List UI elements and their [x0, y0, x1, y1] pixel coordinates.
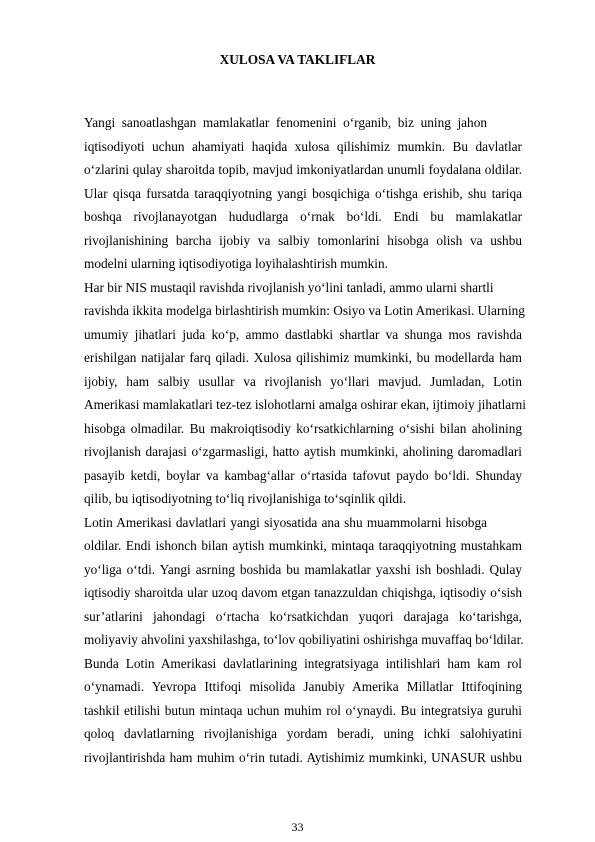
- text-line: ijobiy, ham salbiy usullar va rivojlanish yo‘llari mavjud. Jumladan, Lotin: [84, 373, 522, 389]
- paragraph-2: [84, 276, 526, 511]
- text-line: Lotin Amerikasi davlatlari yangi siyosatida ana shu muammolarni hisobga: [84, 514, 487, 530]
- text-line: Har bir NIS mustaqil ravishda rivojlanish yo‘lini tanladi, ammo ularni shartli: [84, 279, 494, 295]
- text-line: o‘zlarini qulay sharoitda topib, mavjud imkoniyatlardan unumli foydalana oldilar.: [84, 162, 522, 177]
- text-line: rivojlanishining barcha ijobiy va salbiy tomonlarini hisobga olish va ushbu: [84, 232, 522, 248]
- text-line: sur’atlarini jahondagi o‘rtacha ko‘rsatkichdan yuqori darajaga ko‘tarishga,: [84, 608, 522, 624]
- text-line: o‘ynamadi. Yevropa Ittifoqi misolida Janubiy Amerika Millatlar Ittifoqining: [84, 679, 522, 694]
- text-line: erishilgan natijalar farq qiladi. Xulosa qilishimiz mumkinki, bu modellarda ham: [84, 350, 522, 365]
- text-line: iqtisodiyoti uchun ahamiyati haqida xulosa qilishimiz mumkin. Bu davlatlar: [84, 138, 522, 154]
- text-line: pasayib ketdi, boylar va kambag‘allar o‘rtasida tafovut paydo bo‘ldi. Shunday: [84, 467, 522, 483]
- text-line: qoloq davlatlarning rivojlanishiga yordam beradi, uning ichki salohiyatini: [84, 726, 522, 741]
- text-line: ravishda ikkita modelga birlashtirish mumkin: Osiyo va Lotin Amerikasi. Ularning: [84, 303, 525, 318]
- body-text: [84, 111, 526, 769]
- text-line: umumiy jihatlari juda ko‘p, ammo dastlabki shartlar va shunga mos ravishda: [84, 326, 522, 342]
- text-line: hisobga olmadilar. Bu makroiqtisodiy ko‘rsatkichlarning o‘sishi bilan aholining: [84, 420, 522, 436]
- paragraph-1: [84, 111, 522, 276]
- text-line: modelni ularning iqtisodiyotiga loyihalashtirish mumkin.: [84, 256, 388, 271]
- text-line: boshqa rivojlanayotgan hududlarga o‘rnak bo‘ldi. Endi bu mamlakatlar: [84, 209, 522, 224]
- text-line: rivojlantirishda ham muhim o‘rin tutadi. Aytishimiz mumkinki, UNASUR ushbu: [84, 749, 522, 765]
- text-line: yo‘liga o‘tdi. Yangi asrning boshida bu mamlakatlar yaxshi ish boshladi. Qulay: [84, 561, 522, 577]
- page-number: 33: [291, 820, 304, 834]
- text-line: qilib, bu iqtisodiyotning to‘liq rivojlanishiga to‘sqinlik qildi.: [84, 491, 407, 506]
- text-line: Ular qisqa fursatda taraqqiyotning yangi bosqichiga o‘tishga erishib, shu tariqa: [84, 185, 522, 201]
- text-line: tashkil etilishi butun mintaqa uchun muhim rol o‘ynaydi. Bu integratsiya guruhi: [84, 702, 522, 718]
- text-line: oldilar. Endi ishonch bilan aytish mumkinki, mintaqa taraqqiyotning mustahkam: [84, 538, 522, 553]
- text-line: Yangi sanoatlashgan mamlakatlar fenomenini o‘rganib, biz uning jahon: [84, 115, 487, 130]
- text-line: iqtisodiy sharoitda ular uzoq davom etgan tanazzuldan chiqishga, iqtisodiy o‘sish: [84, 585, 522, 600]
- text-line: Bunda Lotin Amerikasi davlatlarining integratsiyaga intilishlari ham kam rol: [84, 655, 522, 671]
- page-title: XULOSA VA TAKLIFLAR: [219, 52, 376, 67]
- text-line: rivojlanish darajasi o‘zgarmasligi, hatto aytish mumkinki, aholining daromadlari: [84, 444, 522, 459]
- text-line: moliyaviy ahvolini yaxshilashga, to‘lov qobiliyatini oshirishga muvaffaq bo‘ldilar.: [84, 632, 524, 647]
- text-line: Amerikasi mamlakatlari tez-tez islohotlarni amalga oshirar ekan, ijtimoiy jihatlarni: [84, 397, 526, 412]
- paragraph-3: [84, 511, 522, 770]
